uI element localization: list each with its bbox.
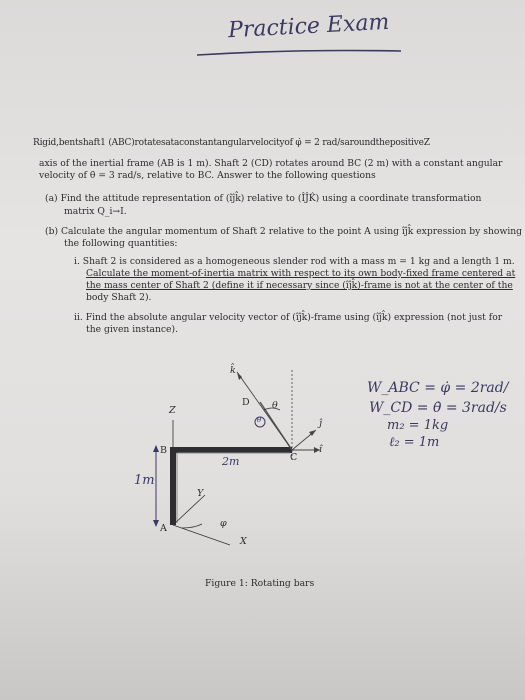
question-bi-line-4: body Shaft 2). (86, 292, 152, 303)
label-z: Z (169, 405, 176, 416)
question-bi-line-1: i. Shaft 2 is considered as a homogeneous slender rod with a mass m = 1 kg and a length 1 m. (74, 256, 515, 267)
shaft-ab (170, 447, 176, 525)
question-a-line-1: (a) Find the attitude representation of (îĵk̂) relative to (ÎĴK̂) using a coordinate transformation (45, 193, 482, 204)
handwritten-note-wcd: W_CD = θ̇ = 3rad/s (369, 400, 507, 416)
problem-line-1: Rigid,bentshaft1 (ABC)rotatesataconstantangularvelocityof φ̇ = 2 rad/saroundthepositiveZ (33, 138, 430, 148)
phi-angle-arc (182, 524, 202, 528)
handwritten-note-wabc: W_ABC = φ̇ = 2rad/ (367, 380, 509, 396)
handwritten-theta: θ (257, 416, 262, 424)
k-axis-arrow (237, 372, 292, 450)
label-a: A (160, 523, 167, 534)
title-underline (195, 45, 405, 61)
label-k-hat: k̂ (230, 365, 236, 376)
problem-line-2: axis of the inertial frame (AB is 1 m). Shaft 2 (CD) rotates around BC (2 m) with a constant angular (39, 158, 503, 169)
question-bii-line-2: the given instance). (86, 324, 178, 335)
shaft-bc (170, 447, 292, 453)
handwritten-note-m2: m₂ = 1kg (387, 418, 449, 433)
handwritten-dim-2m: 2m (222, 455, 240, 468)
label-b: B (160, 445, 167, 456)
question-b-line-2: the following quantities: (64, 238, 178, 249)
handwritten-dim-1m: 1m (134, 473, 155, 488)
handwritten-title: Practice Exam (227, 9, 390, 44)
label-j-hat: ĵ (319, 418, 322, 429)
question-b-line-1: (b) Calculate the angular momentum of Shaft 2 relative to the point A using îĵk̂ expression by showing (45, 226, 523, 237)
label-i-hat: î (319, 444, 323, 455)
label-phi: φ (220, 518, 227, 529)
question-a-line-2: matrix Q_i→I. (64, 206, 127, 217)
question-bi-line-2: Calculate the moment-of-inertia matrix with respect to its own body-fixed frame centered at (86, 268, 516, 279)
figure-caption: Figure 1: Rotating bars (205, 578, 315, 589)
label-c: C (290, 452, 298, 463)
label-d: D (242, 397, 250, 408)
label-theta: θ (272, 400, 278, 411)
label-x: X (240, 536, 247, 547)
y-axis-line (173, 495, 205, 525)
question-bi-line-3: the mass center of Shaft 2 (define it if necessary since (îĵk̂)-frame is not at the center of the (86, 280, 513, 291)
handwritten-note-l2: ℓ₂ = 1m (389, 435, 440, 450)
question-bii-line-1: ii. Find the absolute angular velocity vector of (îĵk̂)-frame using (îĵk̂) expression (not just for (74, 312, 503, 323)
problem-line-3: velocity of θ̇ = 3 rad/s, relative to BC. Answer to the following questions (39, 170, 376, 181)
label-y: Y (197, 488, 204, 499)
